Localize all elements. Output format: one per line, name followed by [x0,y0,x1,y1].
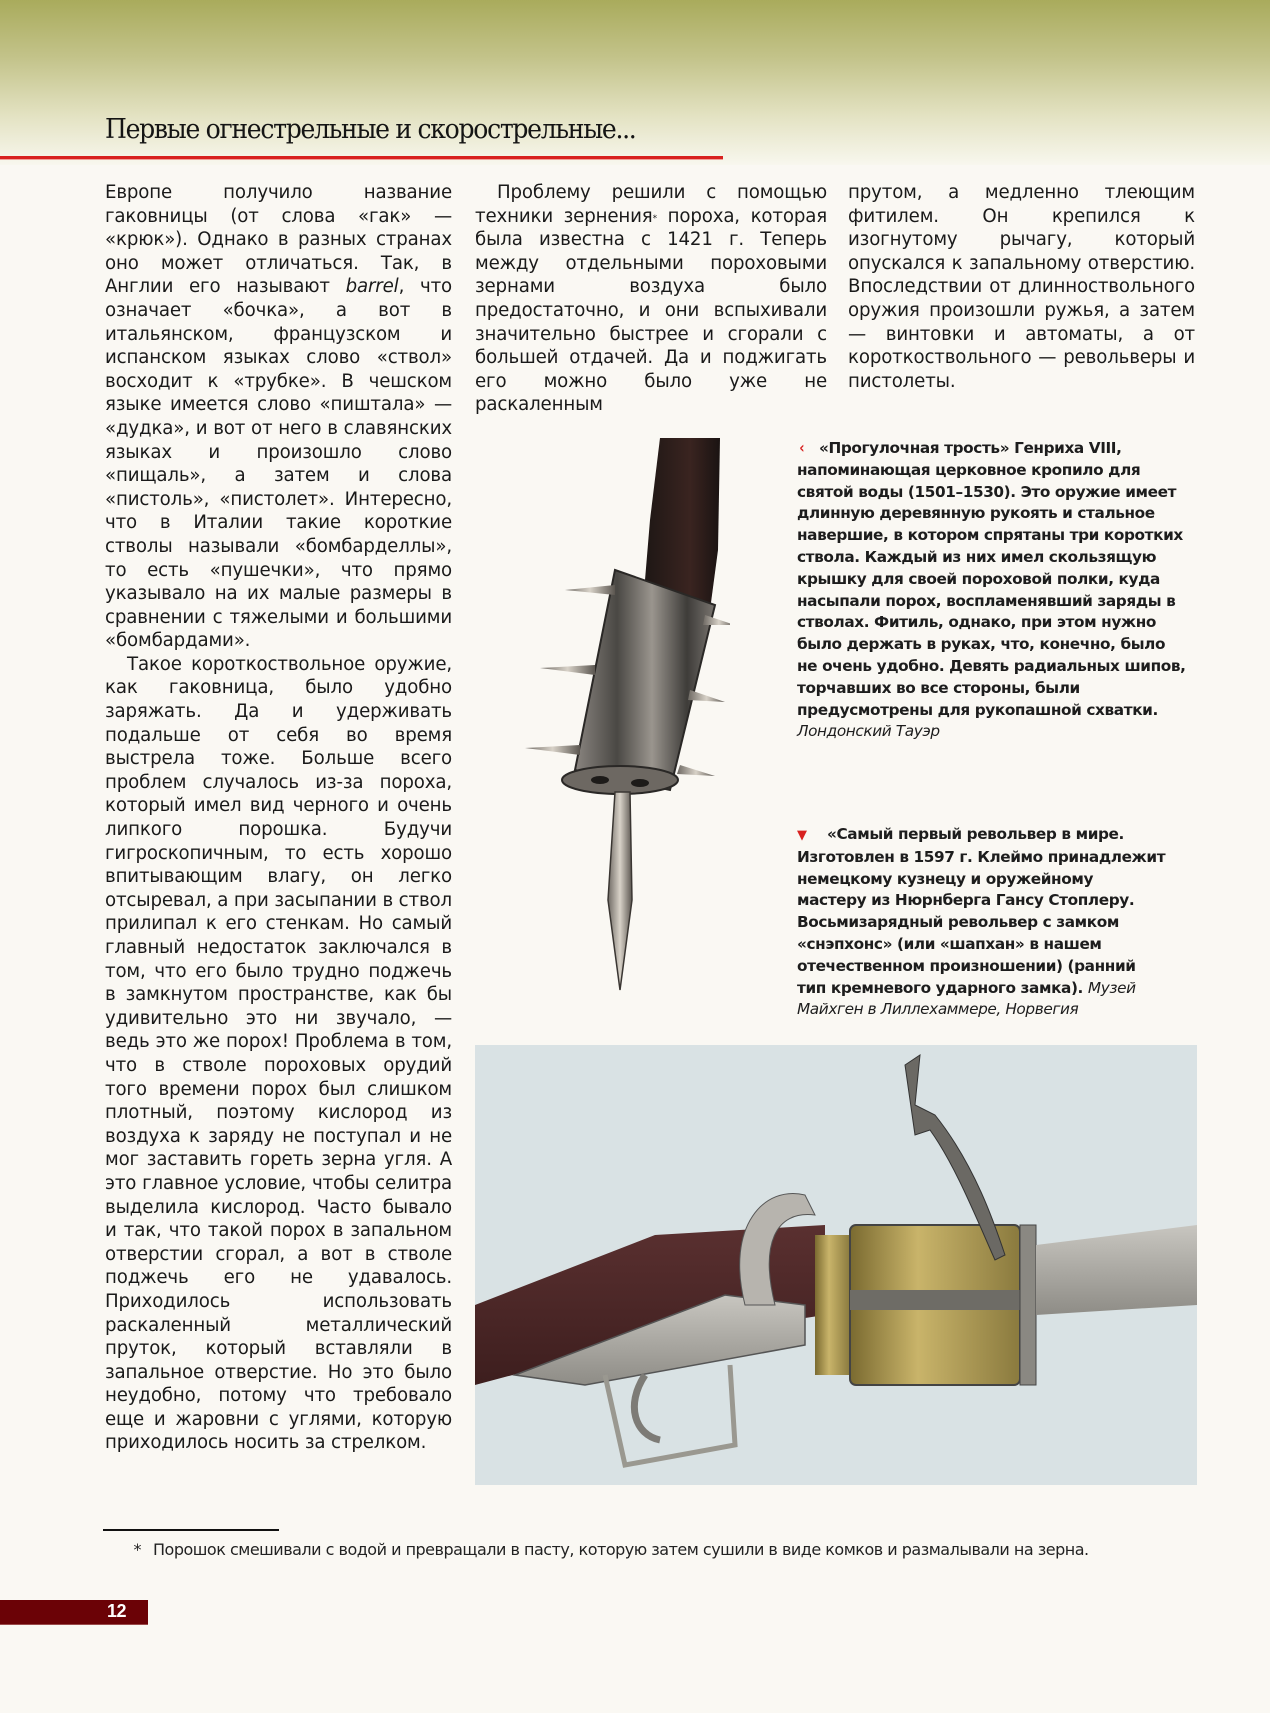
text-column-3 [848,181,1195,393]
caption-text: «Самый первый револьвер в мире. Изготовлен в 1597 г. Клеймо принадлежит немецкому кузнецу и оружейному мастеру из Нюрнберга Гансу Стоплеру. Восьмизарядный револьвер с замком «снэпхонс» (или «шапхан» в нашем отечественном произношении) (ранний тип кремневого ударного замка). [797,825,1166,997]
paragraph: Проблему решили с помощью техники зернения* пороха, которая была известна с 1421 г. Теперь между отдельными пороховыми зернами воздуха было предостаточно, и они вспыхивали значительно быстрее и сгорали с большей отдачей. Да и поджигать его можно было уже не раскаленным [475,182,827,416]
caption-revolver [797,824,1167,1021]
caption-cane [797,437,1187,743]
footnote [103,1538,1133,1562]
caption-text: «Прогулочная трость» Генриха VIII, напоминающая церковное кропило для святой воды (1501–1530). Это оружие имеет длинную деревянную рукоять и стальное навершие, в котором спрятаны три коротких ствола. Каждый из них имел скользящую крышку для своей пороховой полки, куда насыпали порох, воспламенявший заряды в стволах. Фитиль, однако, при этом нужно было держать в руках, что, конечно, было не очень удобно. Девять радиальных шипов, торчавших во все стороны, были предусмотрены для рукопашной схватки. [797,439,1186,719]
title-rule [0,156,723,159]
paragraph: Европе получило название гаковницы (от слова «гак» — «крюк»). Однако в разных странах оно может отличаться. Так, в Англии его называют barrel, что означает «бочка», а вот в итальянском, французском и испанском языках слово «ствол» восходит к «трубке». В чешском языке имеется слово «пиштала» — «дудка», и вот от него в славянских языках и произошло слово «пищаль», а затем и слова «пистоль», «пистолет». Интересно, что в Италии такие короткие стволы называли «бомбарделлы», то есть «пушечки», что прямо указывало на их малые размеры в сравнении с тяжелыми и большими «бомбардами». [105,182,452,652]
arrow-left-icon: ‹ [799,438,805,457]
italic-term: barrel [345,276,399,298]
blade [608,792,632,990]
page-number: 12 [106,1601,126,1621]
muzzle-plate [562,766,678,794]
footnote-rule [103,1529,279,1531]
cylinder-band [815,1235,850,1375]
text-column-1 [105,181,452,1455]
footnote-mark: * [133,1540,141,1559]
paragraph: прутом, а медленно тлеющим фитилем. Он крепился к изогнутому рычагу, который опускался к запальному отверстию. Впоследствии от длинноствольного оружия произошли ружья, а затем — винтовки и автоматы, а от короткоствольного — револьверы и пистолеты. [848,182,1195,392]
text-column-2 [475,181,827,417]
page-number-bar [0,1600,148,1625]
paragraph: Такое короткоствольное оружие, как гаковница, было удобно заряжать. Да и удерживать подальше от себя во время выстрела тоже. Больше всего проблем случалось из-за пороха, который имел вид черного и очень липкого порошка. Будучи гигроскопичным, то есть хорошо впитывающим влагу, он легко отсыревал, а при засыпании в ствол прилипал к его стенкам. Но самый главный недостаток заключался в том, что его было трудно поджечь в замкнутом пространстве, как бы удивительно это ни звучало, — ведь это же порох! Проблема в том, что в стволе пороховых орудий того времени порох был слишком плотный, поэтому кислород из воздуха к заряду не поступал и не мог заставить гореть зерна угля. А это главное условие, чтобы селитра выделила кислород. Часто бывало и так, что такой порох в запальном отверстии сгорал, а вот в стволе поджечь его не удавалось. Приходилось использовать раскаленный металлический пруток, который вставляли в запальное отверстие. Но это было неудобно, потому что требовало еще и жаровни с углями, которую приходилось носить за стрелком. [105,653,452,1454]
page-title: Первые огнестрельные и скорострельные... [105,114,636,145]
caption-source: Лондонский Тауэр [797,722,940,741]
caption-source: Музей Майхген в Лиллехаммере, Норвегия [797,978,1136,1019]
cane-gun-photo [520,430,730,1075]
arrow-down-icon: ▼ [797,828,807,843]
footnote-text: Порошок смешивали с водой и превращали в пасту, которую затем сушили в виде комков и размалывали на зерна. [153,1540,1089,1559]
cane-barrel-head [575,570,715,790]
revolver-photo [475,1045,1197,1485]
footnote-reference[interactable]: * [652,213,657,224]
